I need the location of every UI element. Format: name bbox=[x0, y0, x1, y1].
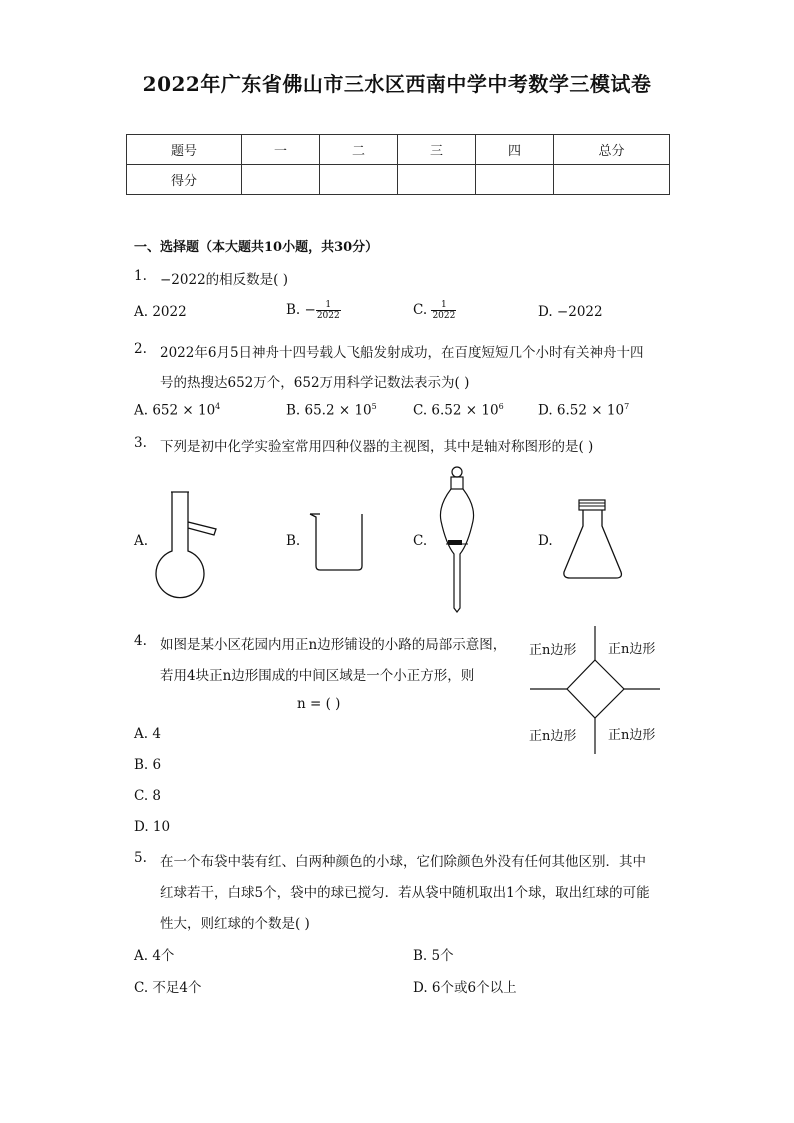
option-d: D. 6个或6个以上 bbox=[413, 980, 517, 996]
diagram-label: 正n边形 bbox=[608, 728, 656, 743]
question-text: 号的热搜达652万个，652万用科学记数法表示为( ) bbox=[160, 375, 470, 391]
option-a bbox=[134, 402, 220, 419]
exponent: 6 bbox=[498, 402, 504, 411]
score-table bbox=[126, 134, 670, 195]
table-row bbox=[127, 165, 670, 195]
option-d bbox=[538, 402, 629, 419]
diagram-label: 正n边形 bbox=[529, 643, 577, 658]
fraction bbox=[431, 300, 456, 321]
option-d: D. bbox=[538, 533, 553, 549]
option-b bbox=[286, 300, 341, 321]
score-input-cell[interactable] bbox=[242, 165, 320, 195]
table-cell: 一 bbox=[242, 135, 320, 165]
question-number: 3. bbox=[134, 435, 147, 451]
question-number: 4. bbox=[134, 633, 147, 649]
exponent: 5 bbox=[371, 402, 377, 411]
numerator: 1 bbox=[431, 300, 456, 311]
score-input-cell[interactable] bbox=[476, 165, 554, 195]
numerator: 1 bbox=[316, 300, 341, 311]
option-text: A. 652 × 10 bbox=[134, 402, 216, 419]
option-label: B. bbox=[286, 302, 301, 318]
option-c: C. 不足4个 bbox=[134, 980, 202, 996]
table-cell: 四 bbox=[476, 135, 554, 165]
question-number: 2. bbox=[134, 341, 147, 357]
diagram-label: 正n边形 bbox=[529, 729, 577, 744]
page-title: 2022年广东省佛山市三水区西南中学中考数学三模试卷 bbox=[142, 72, 652, 96]
diagram-label: 正n边形 bbox=[608, 642, 656, 657]
option-text: C. 6.52 × 10 bbox=[413, 402, 499, 419]
option-c bbox=[413, 300, 456, 321]
section-heading: 一、选择题（本大题共10小题，共30分） bbox=[134, 240, 379, 255]
question-text: 红球若干，白球5个，袋中的球已搅匀．若从袋中随机取出1个球，取出红球的可能 bbox=[160, 885, 650, 901]
option-a: A. bbox=[134, 533, 149, 549]
exponent: 4 bbox=[215, 402, 221, 411]
option-d: D. −2022 bbox=[538, 304, 603, 320]
erlenmeyer-flask-figure bbox=[560, 498, 640, 582]
option-label: C. bbox=[413, 302, 428, 318]
table-cell: 总分 bbox=[554, 135, 670, 165]
option-a: A. 4 bbox=[134, 726, 161, 742]
option-a: A. 2022 bbox=[134, 304, 187, 320]
fraction bbox=[316, 300, 341, 321]
beaker-figure bbox=[306, 508, 366, 574]
minus-sign: − bbox=[304, 302, 316, 318]
score-input-cell[interactable] bbox=[398, 165, 476, 195]
option-d: D. 10 bbox=[134, 819, 171, 835]
question-text: 在一个布袋中装有红、白两种颜色的小球，它们除颜色外没有任何其他区别．其中 bbox=[160, 854, 646, 870]
option-b bbox=[286, 402, 377, 419]
option-text: B. 65.2 × 10 bbox=[286, 402, 372, 419]
option-a: A. 4个 bbox=[134, 948, 175, 964]
option-c: C. bbox=[413, 533, 428, 549]
option-c bbox=[413, 402, 504, 419]
score-input-cell[interactable] bbox=[554, 165, 670, 195]
table-cell: 得分 bbox=[127, 165, 242, 195]
question-number: 1. bbox=[134, 268, 147, 284]
table-cell: 三 bbox=[398, 135, 476, 165]
option-text: D. 6.52 × 10 bbox=[538, 402, 625, 419]
question-text: n = ( ) bbox=[297, 696, 341, 712]
question-text: 下列是初中化学实验室常用四种仪器的主视图，其中是轴对称图形的是( ) bbox=[160, 439, 594, 455]
denominator: 2022 bbox=[432, 311, 456, 321]
question-text: −2022的相反数是( ) bbox=[160, 272, 288, 288]
score-input-cell[interactable] bbox=[320, 165, 398, 195]
question-text: 如图是某小区花园内用正n边形铺设的小路的局部示意图， bbox=[160, 637, 507, 653]
table-cell: 二 bbox=[320, 135, 398, 165]
separatory-funnel-figure bbox=[432, 466, 482, 614]
option-b: B. 5个 bbox=[413, 948, 454, 964]
question-text: 性大，则红球的个数是( ) bbox=[160, 916, 310, 932]
question-text: 若用4块正n边形围成的中间区域是一个小正方形，则 bbox=[160, 668, 475, 684]
exponent: 7 bbox=[624, 402, 630, 411]
denominator: 2022 bbox=[316, 311, 340, 321]
table-row bbox=[127, 135, 670, 165]
round-flask-figure bbox=[150, 488, 230, 593]
option-c: C. 8 bbox=[134, 788, 162, 804]
question-text: 2022年6月5日神舟十四号载人飞船发射成功，在百度短短几个小时有关神舟十四 bbox=[160, 345, 644, 361]
option-b: B. bbox=[286, 533, 301, 549]
question-number: 5. bbox=[134, 850, 147, 866]
option-b: B. 6 bbox=[134, 757, 162, 773]
table-cell: 题号 bbox=[127, 135, 242, 165]
